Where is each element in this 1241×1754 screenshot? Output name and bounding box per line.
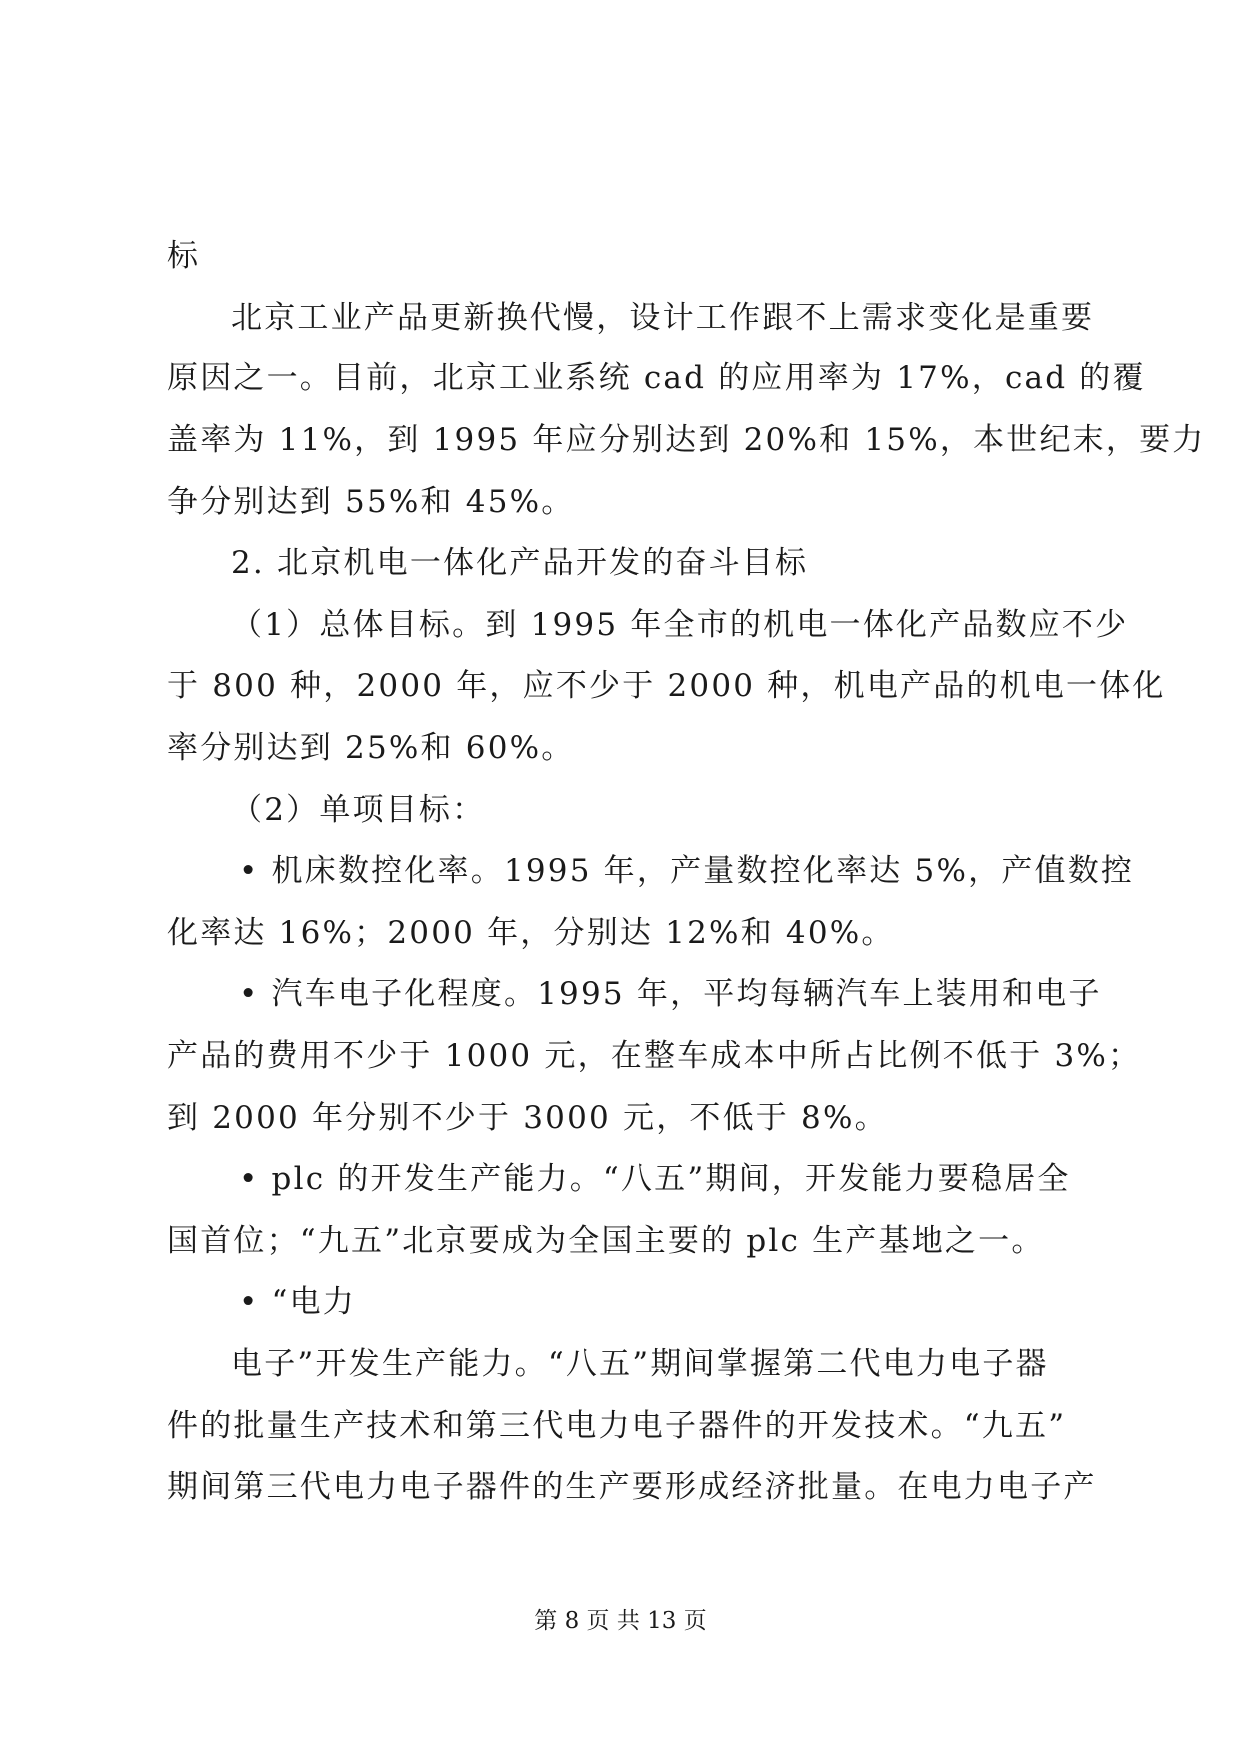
- text-line-15: 到 2000 年分别不少于 3000 元，不低于 8%。: [167, 1100, 888, 1136]
- text-line-20: 件的批量生产技术和第三代电力电子器件的开发技术。“九五”: [167, 1408, 1067, 1444]
- text-line-17: 国首位；“九五”北京要成为全国主要的 plc 生产基地之一。: [167, 1223, 1045, 1259]
- bullet-item-2: • 汽车电子化程度。1995 年，平均每辆汽车上装用和电子: [239, 976, 1102, 1012]
- text-line-21: 期间第三代电力电子器件的生产要形成经济批量。在电力电子产: [167, 1469, 1097, 1505]
- text-line-3: 原因之一。目前，北京工业系统 cad 的应用率为 17%，cad 的覆: [167, 360, 1146, 396]
- text-line-4: 盖率为 11%，到 1995 年应分别达到 20%和 15%，本世纪末，要力: [167, 422, 1206, 458]
- bullet-item-3: • plc 的开发生产能力。“八五”期间，开发能力要稳居全: [239, 1161, 1071, 1197]
- text-line-19: 电子”开发生产能力。“八五”期间掌握第二代电力电子器: [231, 1346, 1049, 1382]
- text-line-14: 产品的费用不少于 1000 元，在整车成本中所占比例不低于 3%；: [167, 1038, 1142, 1074]
- bullet-item-1: • 机床数控化率。1995 年，产量数控化率达 5%，产值数控: [239, 853, 1135, 889]
- text-line-9: 率分别达到 25%和 60%。: [167, 730, 575, 766]
- text-line-8: 于 800 种，2000 年，应不少于 2000 种，机电产品的机电一体化: [167, 668, 1166, 704]
- text-line-12: 化率达 16%；2000 年，分别达 12%和 40%。: [167, 915, 895, 951]
- text-line-5: 争分别达到 55%和 45%。: [167, 484, 575, 520]
- page-number: 第 8 页 共 13 页: [534, 1608, 707, 1634]
- text-line-1: 标: [167, 238, 201, 274]
- section-heading: 2. 北京机电一体化产品开发的奋斗目标: [231, 545, 809, 581]
- text-line-10: （2）单项目标：: [231, 792, 486, 828]
- text-line-7: （1）总体目标。到 1995 年全市的机电一体化产品数应不少: [231, 607, 1129, 643]
- bullet-item-4: • “电力: [239, 1284, 356, 1320]
- text-line-2: 北京工业产品更新换代慢，设计工作跟不上需求变化是重要: [231, 300, 1095, 336]
- page-footer: [0, 1606, 1241, 1636]
